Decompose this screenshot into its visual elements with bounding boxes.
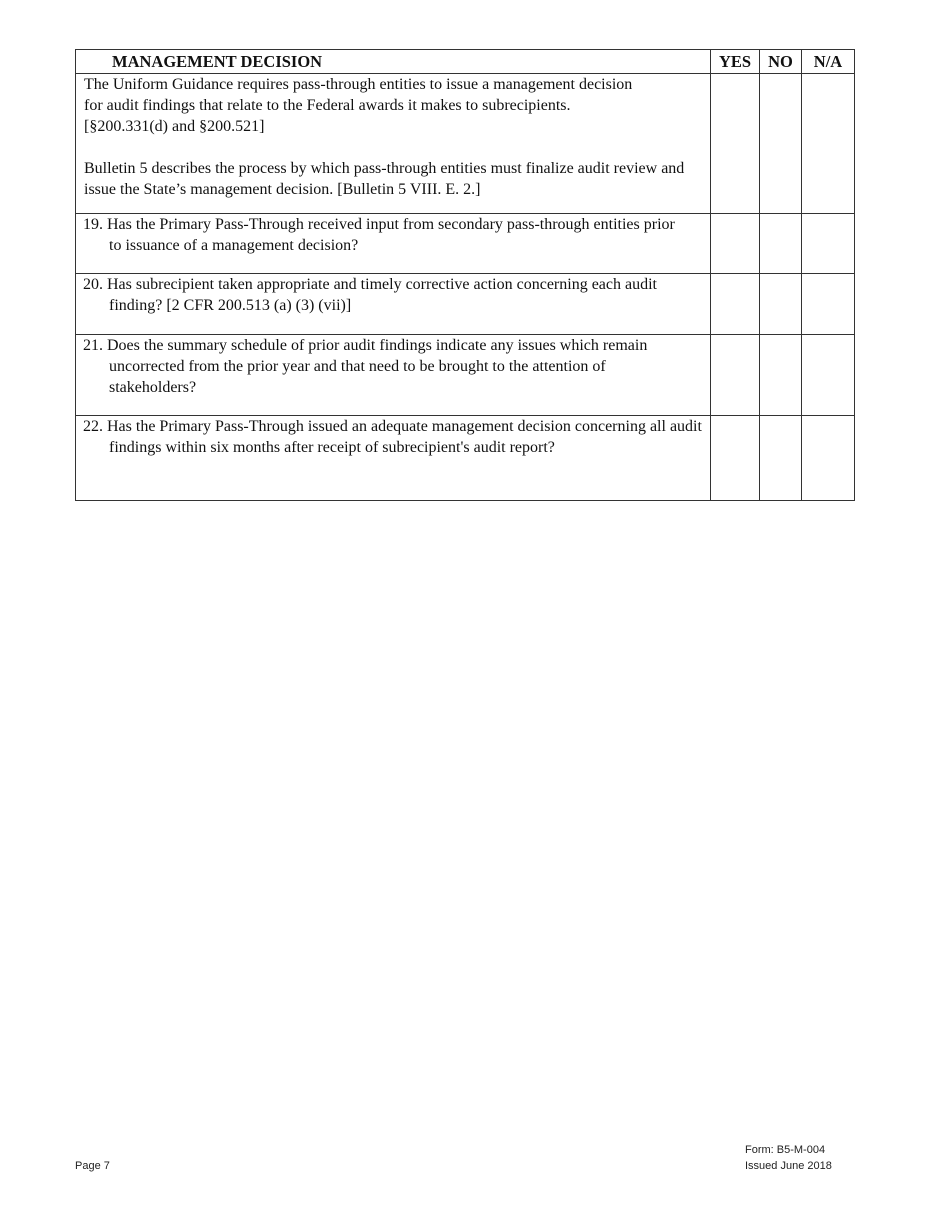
- question-text: Has subrecipient taken appropriate and timely corrective action concerning each audit finding? [2 CFR 200.513 (a) (3) (vii)]: [107, 276, 657, 314]
- issue-date: Issued June 2018: [745, 1160, 832, 1172]
- na-cell[interactable]: [802, 74, 855, 214]
- header-row: [76, 50, 855, 74]
- question-number: 22.: [83, 418, 103, 435]
- no-header: NO: [760, 50, 802, 74]
- question-row-22: [76, 416, 855, 501]
- question-number: 19.: [83, 216, 103, 233]
- yes-cell[interactable]: [711, 335, 760, 416]
- question-text: Has the Primary Pass-Through issued an adequate management decision concerning all audit findings within six months after receipt of subrecipient's audit report?: [107, 418, 702, 456]
- intro-row: [76, 74, 855, 214]
- section-title: MANAGEMENT DECISION: [76, 50, 711, 74]
- na-cell[interactable]: [802, 416, 855, 501]
- na-cell[interactable]: [802, 214, 855, 274]
- question-text: Has the Primary Pass-Through received input from secondary pass-through entities prior to issuance of a management decision?: [107, 216, 675, 254]
- no-cell[interactable]: [760, 214, 802, 274]
- yes-cell[interactable]: [711, 74, 760, 214]
- yes-header: YES: [711, 50, 760, 74]
- question-row-21: [76, 335, 855, 416]
- yes-cell[interactable]: [711, 214, 760, 274]
- question-row-19: [76, 214, 855, 274]
- intro-paragraph: The Uniform Guidance requires pass-through entities to issue a management decision for audit findings that relate to the Federal awards it makes to subrecipients. [§200.331(d) and §200.521]: [84, 76, 633, 135]
- intro-cell: [76, 74, 711, 214]
- question-number: 20.: [83, 276, 103, 293]
- na-header: N/A: [802, 50, 855, 74]
- no-cell[interactable]: [760, 416, 802, 501]
- question-text: Does the summary schedule of prior audit findings indicate any issues which remain uncorrected from the prior year and that need to be brought to the attention of stakeholders?: [107, 337, 648, 396]
- form-number: Form: B5-M-004: [745, 1144, 826, 1156]
- yes-cell[interactable]: [711, 274, 760, 335]
- no-cell[interactable]: [760, 335, 802, 416]
- question-number: 21.: [83, 337, 103, 354]
- question-row-20: [76, 274, 855, 335]
- yes-cell[interactable]: [711, 416, 760, 501]
- form-info: [745, 1142, 832, 1174]
- no-cell[interactable]: [760, 74, 802, 214]
- na-cell[interactable]: [802, 335, 855, 416]
- no-cell[interactable]: [760, 274, 802, 335]
- na-cell[interactable]: [802, 274, 855, 335]
- management-decision-table: [75, 49, 855, 501]
- intro-paragraph: Bulletin 5 describes the process by which pass-through entities must finalize audit review and issue the State’s management decision. [Bulletin 5 VIII. E. 2.]: [84, 160, 685, 198]
- page-number: Page 7: [75, 1160, 110, 1172]
